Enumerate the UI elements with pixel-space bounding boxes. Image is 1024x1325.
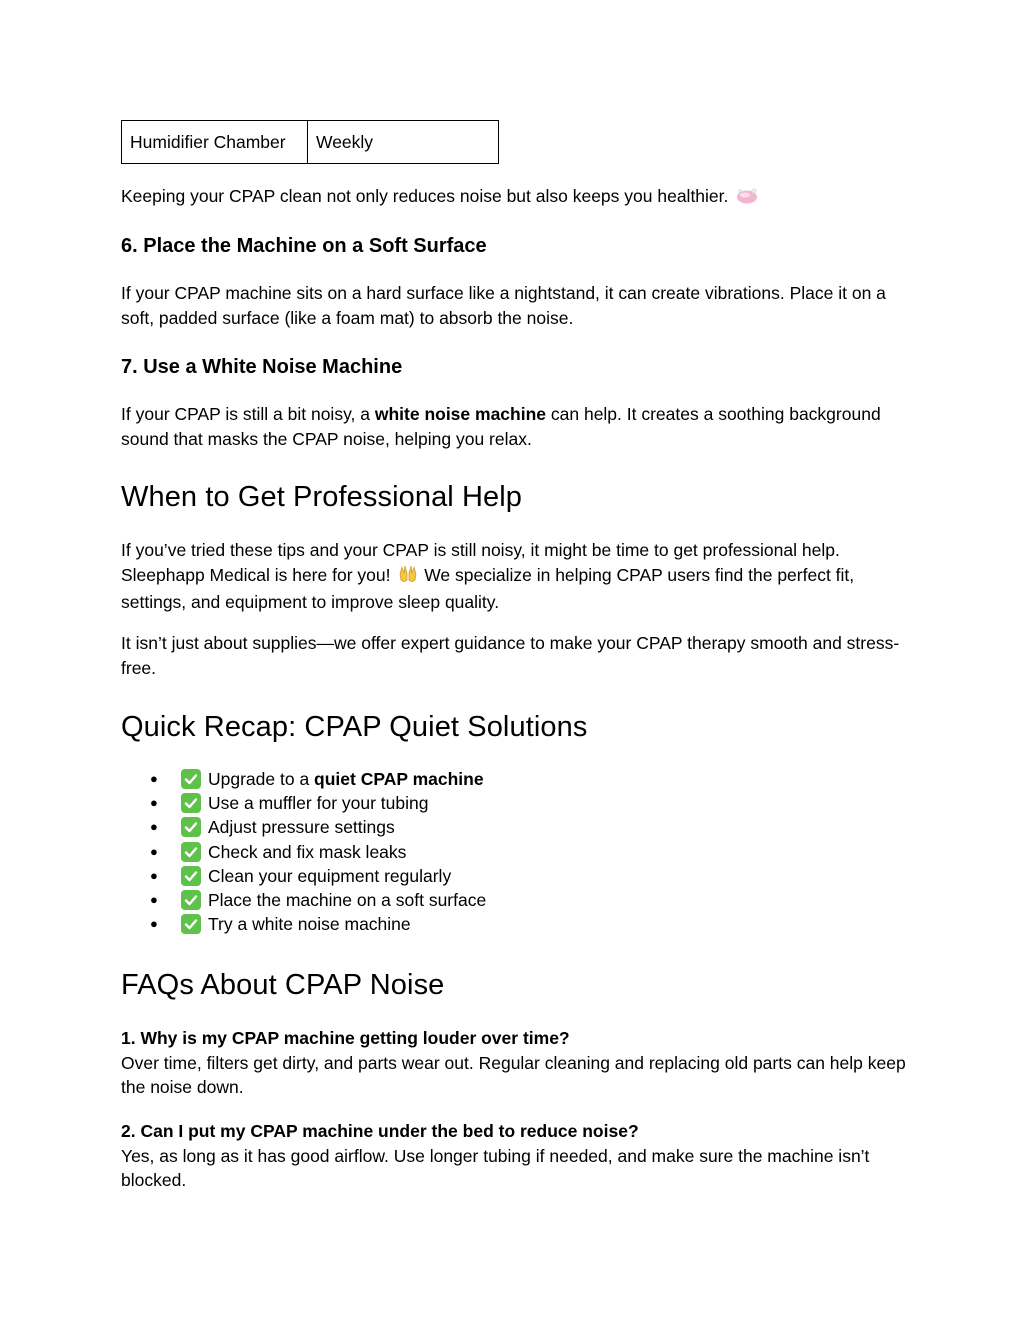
bullet-icon: ● bbox=[150, 892, 158, 908]
table-cell-item: Humidifier Chamber bbox=[122, 121, 308, 164]
section-7-text-start: If your CPAP is still a bit noisy, a bbox=[121, 404, 375, 424]
faq-answer: Over time, filters get dirty, and parts wear out. Regular cleaning and replacing old parts can help keep the noise down. bbox=[121, 1052, 906, 1097]
faq-question: 2. Can I put my CPAP machine under the bed to reduce noise? bbox=[121, 1121, 639, 1141]
soap-icon bbox=[735, 187, 759, 212]
recap-item-text: Place the machine on a soft surface bbox=[208, 890, 487, 911]
check-mark-icon bbox=[181, 842, 201, 862]
bullet-icon: ● bbox=[150, 819, 158, 835]
faq-item-1 bbox=[121, 1026, 911, 1100]
section-7-heading: 7. Use a White Noise Machine bbox=[121, 356, 403, 378]
check-mark-icon bbox=[181, 890, 201, 910]
bullet-icon: ● bbox=[150, 916, 158, 932]
recap-item-text: Try a white noise machine bbox=[208, 914, 411, 935]
section-6-text: If your CPAP machine sits on a hard surface like a nightstand, it can create vibrations. Place it on a soft, padded surface (like a foam mat) to absorb the noise. bbox=[121, 283, 886, 328]
check-mark-icon bbox=[181, 793, 201, 813]
faq-item-2 bbox=[121, 1119, 911, 1193]
recap-item-text: Check and fix mask leaks bbox=[208, 841, 407, 862]
list-item bbox=[121, 912, 911, 936]
section-7-text-end: can help. It creates a soothing background sound that masks the CPAP noise, helping you relax. bbox=[121, 404, 881, 449]
cleaning-schedule-table bbox=[121, 120, 499, 164]
bullet-icon: ● bbox=[150, 771, 158, 786]
faq-answer: Yes, as long as it has good airflow. Use longer tubing if needed, and make sure the machine isn’t blocked. bbox=[121, 1145, 870, 1190]
faqs-heading: FAQs About CPAP Noise bbox=[121, 969, 445, 1001]
recap-item-text: Upgrade to a bbox=[208, 769, 315, 789]
list-item bbox=[121, 815, 911, 839]
list-item bbox=[121, 767, 911, 791]
quiet-cpap-emphasis: quiet CPAP machine bbox=[314, 769, 484, 789]
table-row bbox=[122, 121, 499, 164]
check-mark-icon bbox=[181, 817, 201, 837]
section-7-text bbox=[121, 402, 911, 451]
list-item bbox=[121, 791, 911, 815]
recap-item-text: Adjust pressure settings bbox=[208, 817, 395, 838]
bullet-icon: ● bbox=[150, 795, 158, 811]
list-item bbox=[121, 864, 911, 888]
section-6-heading: 6. Place the Machine on a Soft Surface bbox=[121, 235, 487, 257]
table-cell-frequency: Weekly bbox=[308, 121, 499, 164]
recap-item-text: Clean your equipment regularly bbox=[208, 865, 452, 886]
check-mark-icon bbox=[181, 866, 201, 886]
check-mark-icon bbox=[181, 914, 201, 934]
bullet-icon: ● bbox=[150, 867, 158, 883]
professional-help-heading: When to Get Professional Help bbox=[121, 481, 523, 513]
professional-help-paragraph-1 bbox=[121, 538, 911, 615]
professional-help-paragraph-2: It isn’t just about supplies—we offer expert guidance to make your CPAP therapy smooth and stress-free. bbox=[121, 633, 900, 678]
bullet-icon: ● bbox=[150, 843, 158, 859]
list-item bbox=[121, 840, 911, 864]
check-mark-icon bbox=[181, 769, 201, 789]
cleaning-note bbox=[121, 184, 911, 212]
recap-list bbox=[121, 767, 911, 936]
professional-para1-end: We specialize in helping CPAP users find the perfect fit, settings, and equipment to improve sleep quality. bbox=[121, 564, 855, 612]
recap-item-text: Use a muffler for your tubing bbox=[208, 793, 429, 814]
cleaning-note-text: Keeping your CPAP clean not only reduces noise but also keeps you healthier. bbox=[121, 186, 729, 206]
faq-question: 1. Why is my CPAP machine getting louder over time? bbox=[121, 1028, 570, 1048]
list-item bbox=[121, 888, 911, 912]
white-noise-machine-emphasis: white noise machine bbox=[374, 404, 547, 424]
professional-para1-start: If you’ve tried these tips and your CPAP is still noisy, it might be time to get professional help. Sleephapp Medical is here for you! bbox=[121, 540, 840, 585]
recap-heading: Quick Recap: CPAP Quiet Solutions bbox=[121, 711, 588, 743]
raising-hands-icon bbox=[397, 564, 419, 591]
